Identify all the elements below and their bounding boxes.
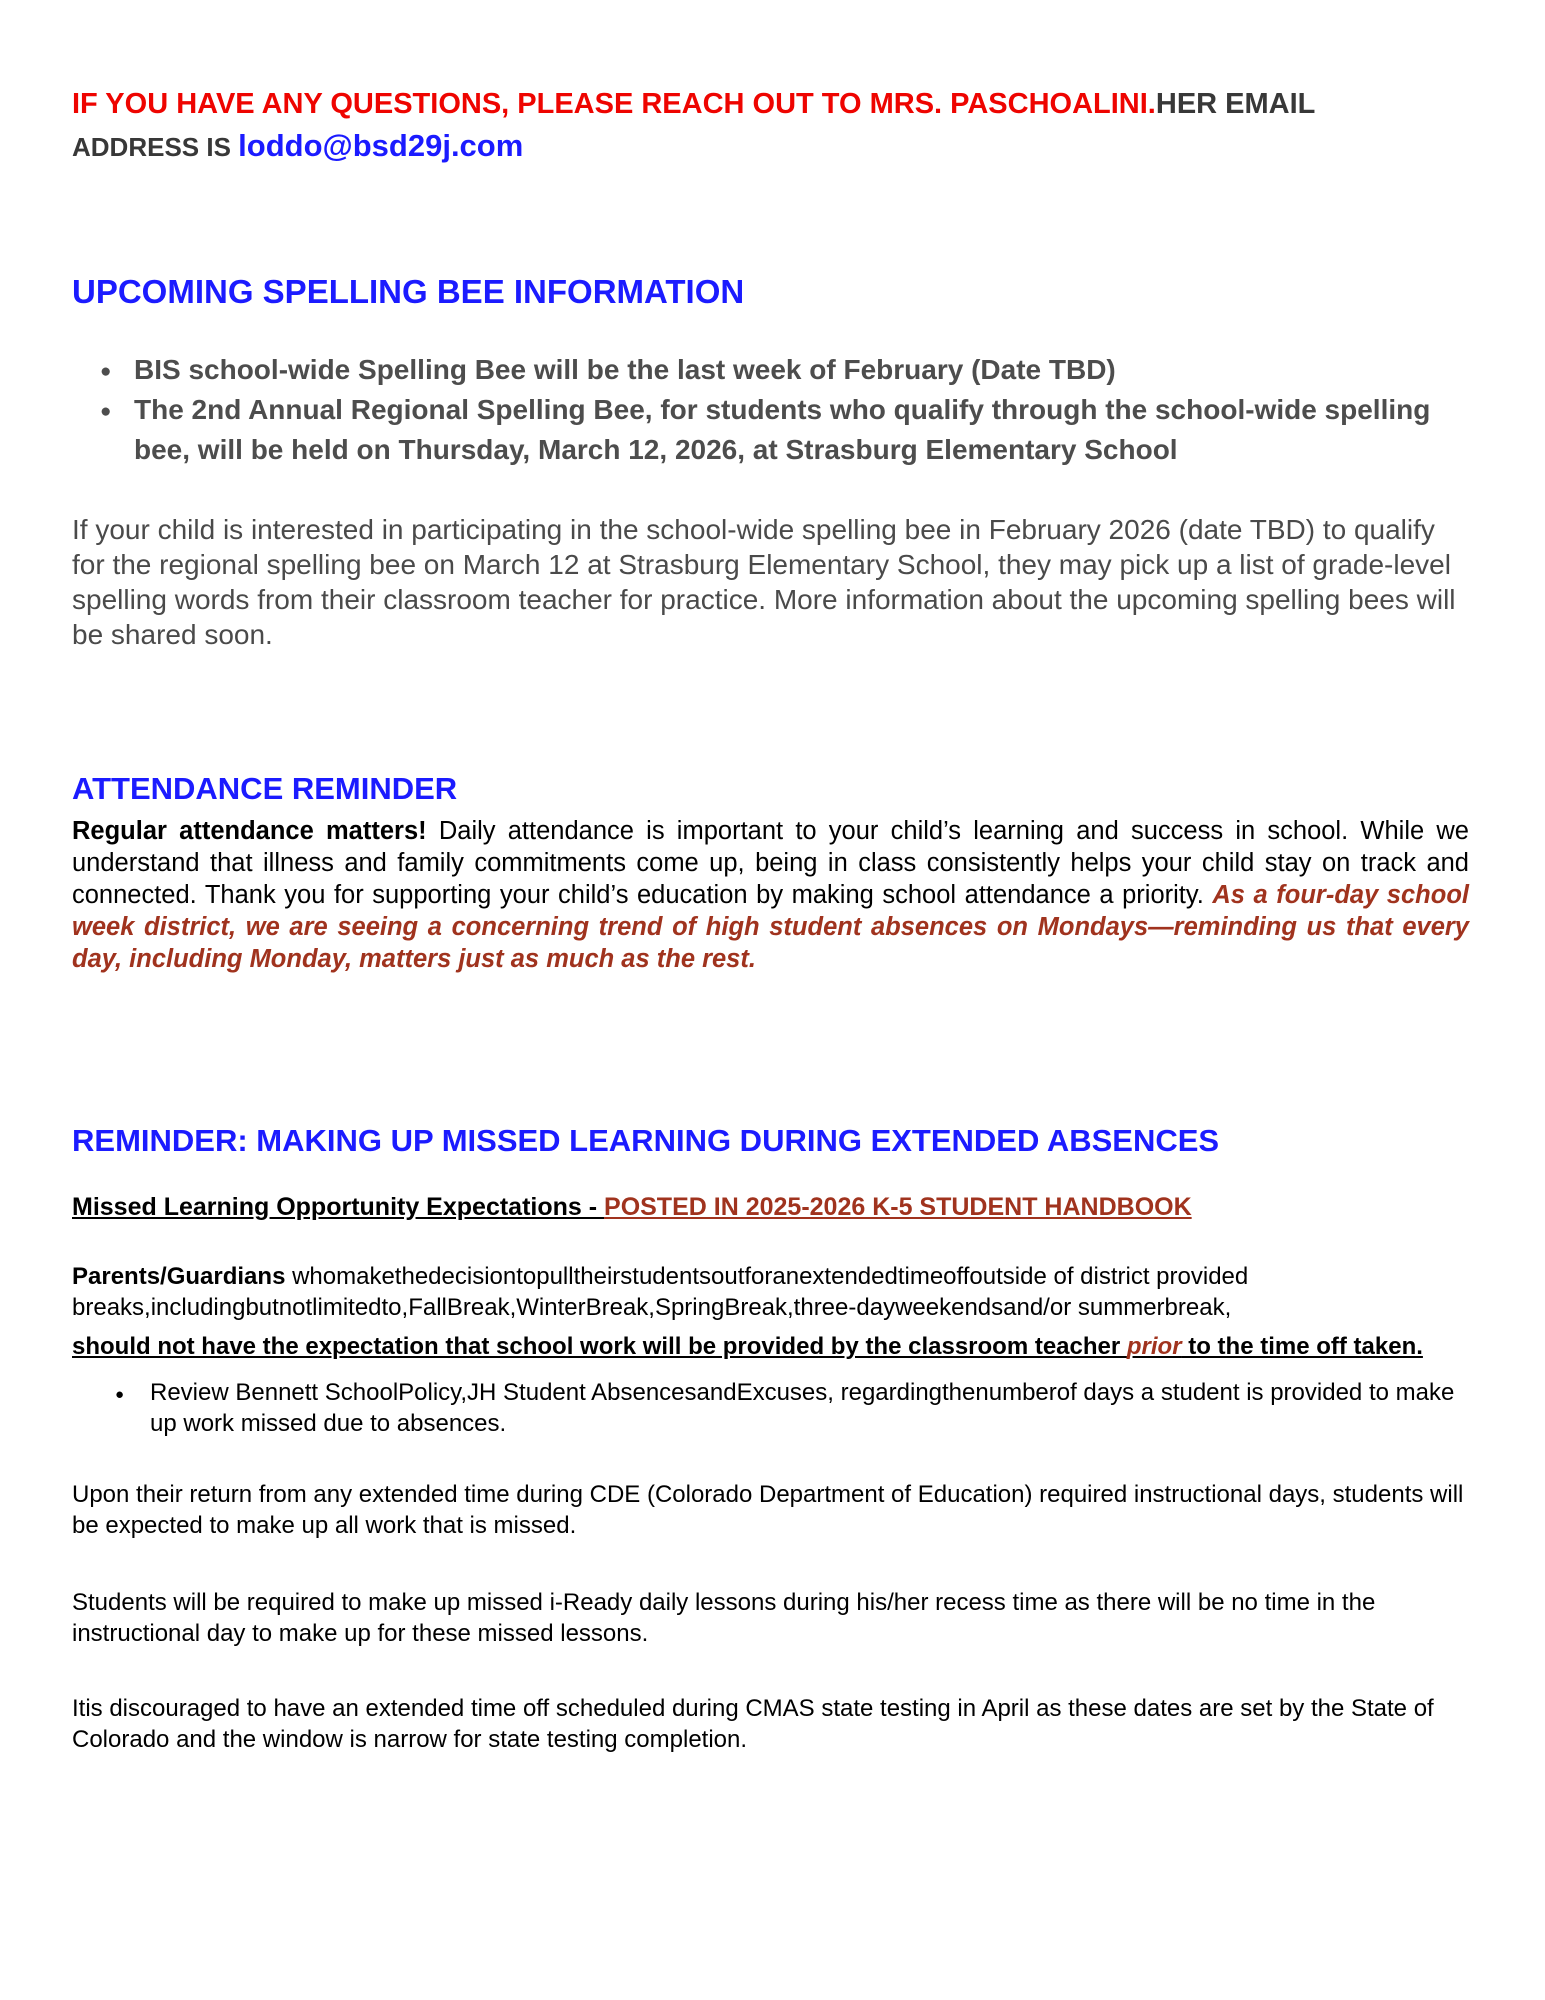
list-item: ● BIS school-wide Spelling Bee will be the last week of February (Date TBD) [124,350,1469,390]
parents-bold-label: Parents/Guardians [72,1263,286,1290]
spelling-bee-heading: UPCOMING SPELLING BEE INFORMATION [72,273,745,310]
attendance-bold-intro: Regular attendance matters! [72,817,427,845]
review-bullet-list [72,1377,1469,1439]
her-email-label: HER EMAIL [1155,88,1316,120]
expectation-before-text: should not have the expectation that school work will be provided by the classroom teacher [72,1333,1127,1360]
upon-return-paragraph: Upon their return from any extended time during CDE (Colorado Department of Education) required instructional days, students will be expected to make up all work that is missed. [72,1481,1464,1539]
contact-block [72,84,1469,168]
parents-paragraph [72,1261,1469,1323]
attendance-body-text: Daily attendance is important to your child’s learning and success in school. While we understand that illness and family commitments come up, being in class consistently helps your child stay on track and connected. Thank you for supporting your child’s education by making school attendance a priority. [72,817,1469,909]
contact-line-2 [72,125,1469,168]
list-item: ● Review Bennett SchoolPolicy,JH Student AbsencesandExcuses, regardingthenumberof days a student is provided to make up work missed due to absences. [150,1377,1469,1439]
address-is-label: ADDRESS IS [72,132,231,162]
attendance-paragraph [72,815,1469,975]
missed-learning-subheading [72,1191,1469,1223]
email-link[interactable]: loddo@bsd29j.com [238,128,524,163]
parents-body-text: whomakethedecisiontopulltheirstudentsoutforanextendedtimeoffoutside of district provided breaks,includingbutnotlimitedto,FallBreak,WinterBreak,SpringBreak,three-dayweekendsand/or summerbreak, [72,1263,1249,1321]
spelling-bee-bullet-list [72,350,1469,470]
subheading-black-text: Missed Learning Opportunity Expectations - [72,1193,605,1221]
subheading-red-text: POSTED IN 2025-2026 K-5 STUDENT HANDBOOK [604,1193,1192,1221]
missed-learning-heading: REMINDER: MAKING UP MISSED LEARNING DURING EXTENDED ABSENCES [72,1123,1220,1158]
cmas-paragraph: Itis discouraged to have an extended time off scheduled during CMAS state testing in April as these dates are set by the State of Colorado and the window is narrow for state testing completion. [72,1695,1434,1753]
spelling-bee-paragraph: If your child is interested in participating in the school-wide spelling bee in February 2026 (date TBD) to qualify for the regional spelling bee on March 12 at Strasburg Elementary School, they may pick up a list of grade-level spelling words from their classroom teacher for practice. More information about the upcoming spelling bees will be shared soon. [72,514,1456,650]
expectation-after-text: to the time off taken. [1181,1333,1423,1360]
list-item: ● The 2nd Annual Regional Spelling Bee, for students who qualify through the school-wide spelling bee, will be held on Thursday, March 12, 2026, at Strasburg Elementary School [124,390,1469,470]
iready-paragraph: Students will be required to make up missed i-Ready daily lessons during his/her recess time as there will be no time in the instructional day to make up for these missed lessons. [72,1589,1376,1647]
contact-line-1 [72,84,1469,125]
expectation-sentence [72,1331,1469,1363]
attendance-heading: ATTENDANCE REMINDER [72,771,458,806]
contact-alert-text: IF YOU HAVE ANY QUESTIONS, PLEASE REACH OUT TO MRS. PASCHOALINI. [72,88,1156,120]
attendance-highlight-text: As a four-day school week district, we are seeing a concerning trend of high student absences on Mondays—reminding us that every day, including Monday, matters just as much as the rest. [72,881,1469,973]
expectation-prior-word: prior [1126,1333,1182,1360]
